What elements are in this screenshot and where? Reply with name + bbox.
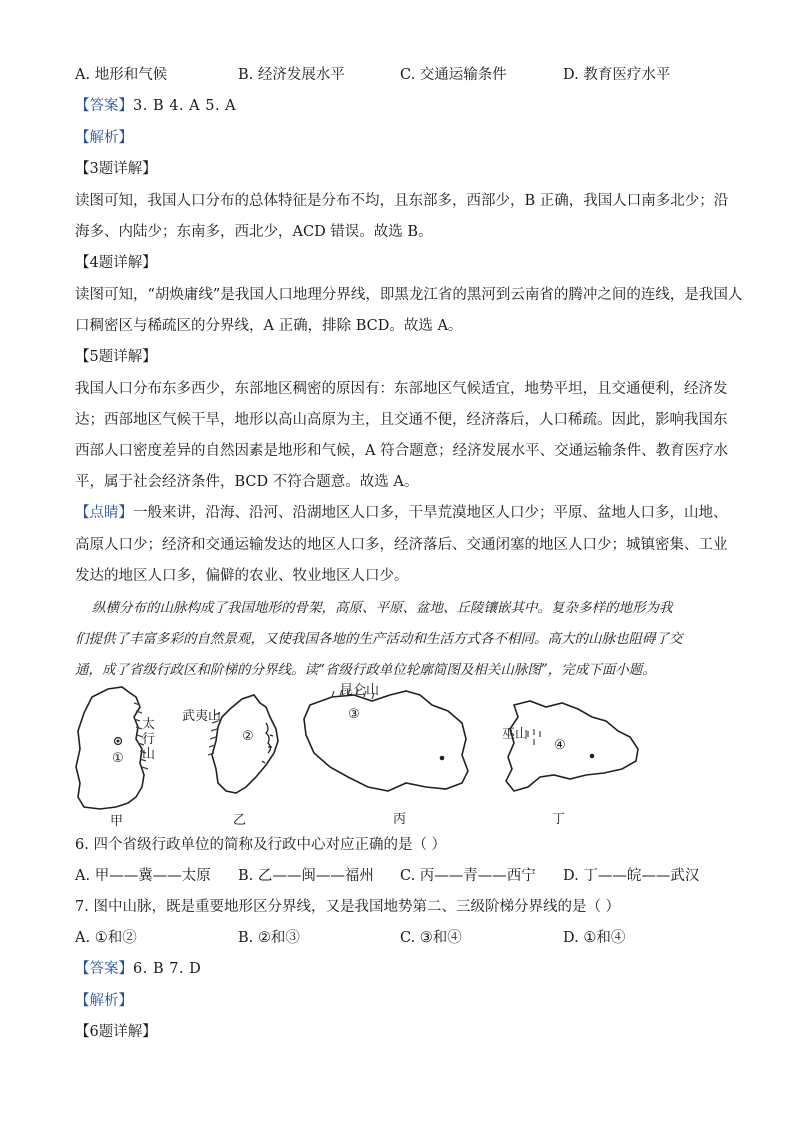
- answer-values-2: 6. B 7. D: [133, 961, 202, 977]
- kunlun-label: 昆仑山: [340, 683, 380, 698]
- q5-text-2: 达；西部地区气候干旱，地形以高山高原为主，且交通不便，经济落后，人口稀疏。因此，影响我国东: [75, 412, 728, 428]
- q3-text-1: 读图可知，我国人口分布的总体特征是分布不均，且东部多，西部少，B 正确，我国人口南多北少；沿: [75, 193, 729, 209]
- wushan-label: 巫山: [502, 727, 529, 742]
- q3-heading: 【3题详解】: [75, 161, 157, 177]
- tip-line-1: [75, 501, 728, 522]
- answer-line-1: [75, 94, 236, 115]
- map-yi-marker: ②: [242, 729, 254, 744]
- option-c: C. 交通运输条件: [400, 67, 507, 83]
- tip-text-3: 发达的地区人口多，偏僻的农业、牧业地区人口少。: [75, 568, 409, 584]
- q7-option-a: A. ①和②: [75, 930, 137, 946]
- map-jia-marker: ①: [112, 751, 124, 766]
- wuyi-label: 武夷山: [182, 709, 222, 724]
- map-ding-caption: 丁: [552, 812, 566, 827]
- answer-values: 3. B 4. A 5. A: [133, 98, 237, 114]
- province-outlines: [70, 683, 750, 828]
- q5-text-3: 西部人口密度差异的自然因素是地形和气候，A 符合题意；经济发展水平、交通运输条件、教育医疗水: [75, 443, 729, 459]
- q4-text-2: 口稠密区与稀疏区的分界线，A 正确，排除 BCD。故选 A。: [75, 318, 463, 334]
- q3-text-2: 海多、内陆少；东南多，西北少，ACD 错误。故选 B。: [75, 224, 433, 240]
- answer-line-2: [75, 957, 201, 978]
- q6-option-a: A. 甲——冀——太原: [75, 868, 211, 884]
- taihang-label: 太行山: [142, 717, 156, 762]
- map-ding-outline: [506, 701, 638, 791]
- q5-heading: 【5题详解】: [75, 349, 157, 365]
- map-ding-marker: ④: [554, 738, 566, 753]
- map-jia-caption: 甲: [110, 814, 124, 829]
- q5-text-1: 我国人口分布东多西少，东部地区稠密的原因有：东部地区气候适宜，地势平坦，且交通便利，经济发: [75, 381, 728, 397]
- q7-option-c: C. ③和④: [400, 930, 462, 946]
- tip-text-2: 高原人口少；经济和交通运输发达的地区人口多，经济落后、交通闭塞的地区人口少；城镇密集、工业: [75, 537, 728, 553]
- map-bing-marker: ③: [348, 707, 360, 722]
- province-maps-figure: [70, 683, 750, 828]
- q4-text-1: 读图可知，“胡焕庸线”是我国人口地理分界线，即黑龙江省的黑河到云南省的腾冲之间的连线，是我国人: [75, 287, 743, 303]
- q6-option-c: C. 丙——青——西宁: [400, 868, 536, 884]
- wushan-mountain-hatch: [528, 729, 540, 745]
- q6-stem: 6. 四个省级行政单位的简称及行政中心对应正确的是（ ）: [75, 837, 447, 853]
- q7-option-d: D. ①和④: [563, 930, 626, 946]
- q6-option-b: B. 乙——闽——福州: [238, 868, 374, 884]
- tip-tag: 【点睛】: [75, 505, 133, 521]
- answer-tag-2: 【答案】: [75, 961, 133, 977]
- map-bing-caption: 丙: [393, 812, 407, 827]
- analysis-heading: 【解析】: [75, 130, 133, 146]
- answer-tag: 【答案】: [75, 98, 133, 114]
- passage-line-3: 通，成了省级行政区和阶梯的分界线。读“省级行政单位轮廓简图及相关山脉图”，完成下面小题。: [75, 662, 656, 678]
- map-jia-outline: [76, 687, 144, 809]
- analysis-heading-2: 【解析】: [75, 993, 133, 1009]
- q5-text-4: 平，属于社会经济条件，BCD 不符合题意。故选 A。: [75, 474, 419, 490]
- option-b: B. 经济发展水平: [238, 67, 345, 83]
- passage-line-2: 们提供了丰富多彩的自然景观，又使我国各地的生产活动和生活方式各不相同。高大的山脉也阻碍了交: [75, 631, 683, 647]
- tip-text-1: 一般来讲，沿海、沿河、沿湖地区人口多，干旱荒漠地区人口少；平原、盆地人口多，山地、: [133, 505, 728, 521]
- map-yi-caption: 乙: [233, 813, 247, 828]
- option-a: A. 地形和气候: [75, 67, 168, 83]
- option-d: D. 教育医疗水平: [563, 67, 671, 83]
- map-bing-outline: [304, 691, 468, 791]
- q6-option-d: D. 丁——皖——武汉: [563, 868, 700, 884]
- q4-heading: 【4题详解】: [75, 255, 157, 271]
- q7-stem: 7. 图中山脉，既是重要地形区分界线，又是我国地势第二、三级阶梯分界线的是（ ）: [75, 899, 621, 915]
- q7-option-b: B. ②和③: [238, 930, 300, 946]
- q6-heading: 【6题详解】: [75, 1024, 157, 1040]
- passage-line-1: 纵横分布的山脉构成了我国地形的骨架，高原、平原、盆地、丘陵镶嵌其中。复杂多样的地形为我: [92, 600, 673, 616]
